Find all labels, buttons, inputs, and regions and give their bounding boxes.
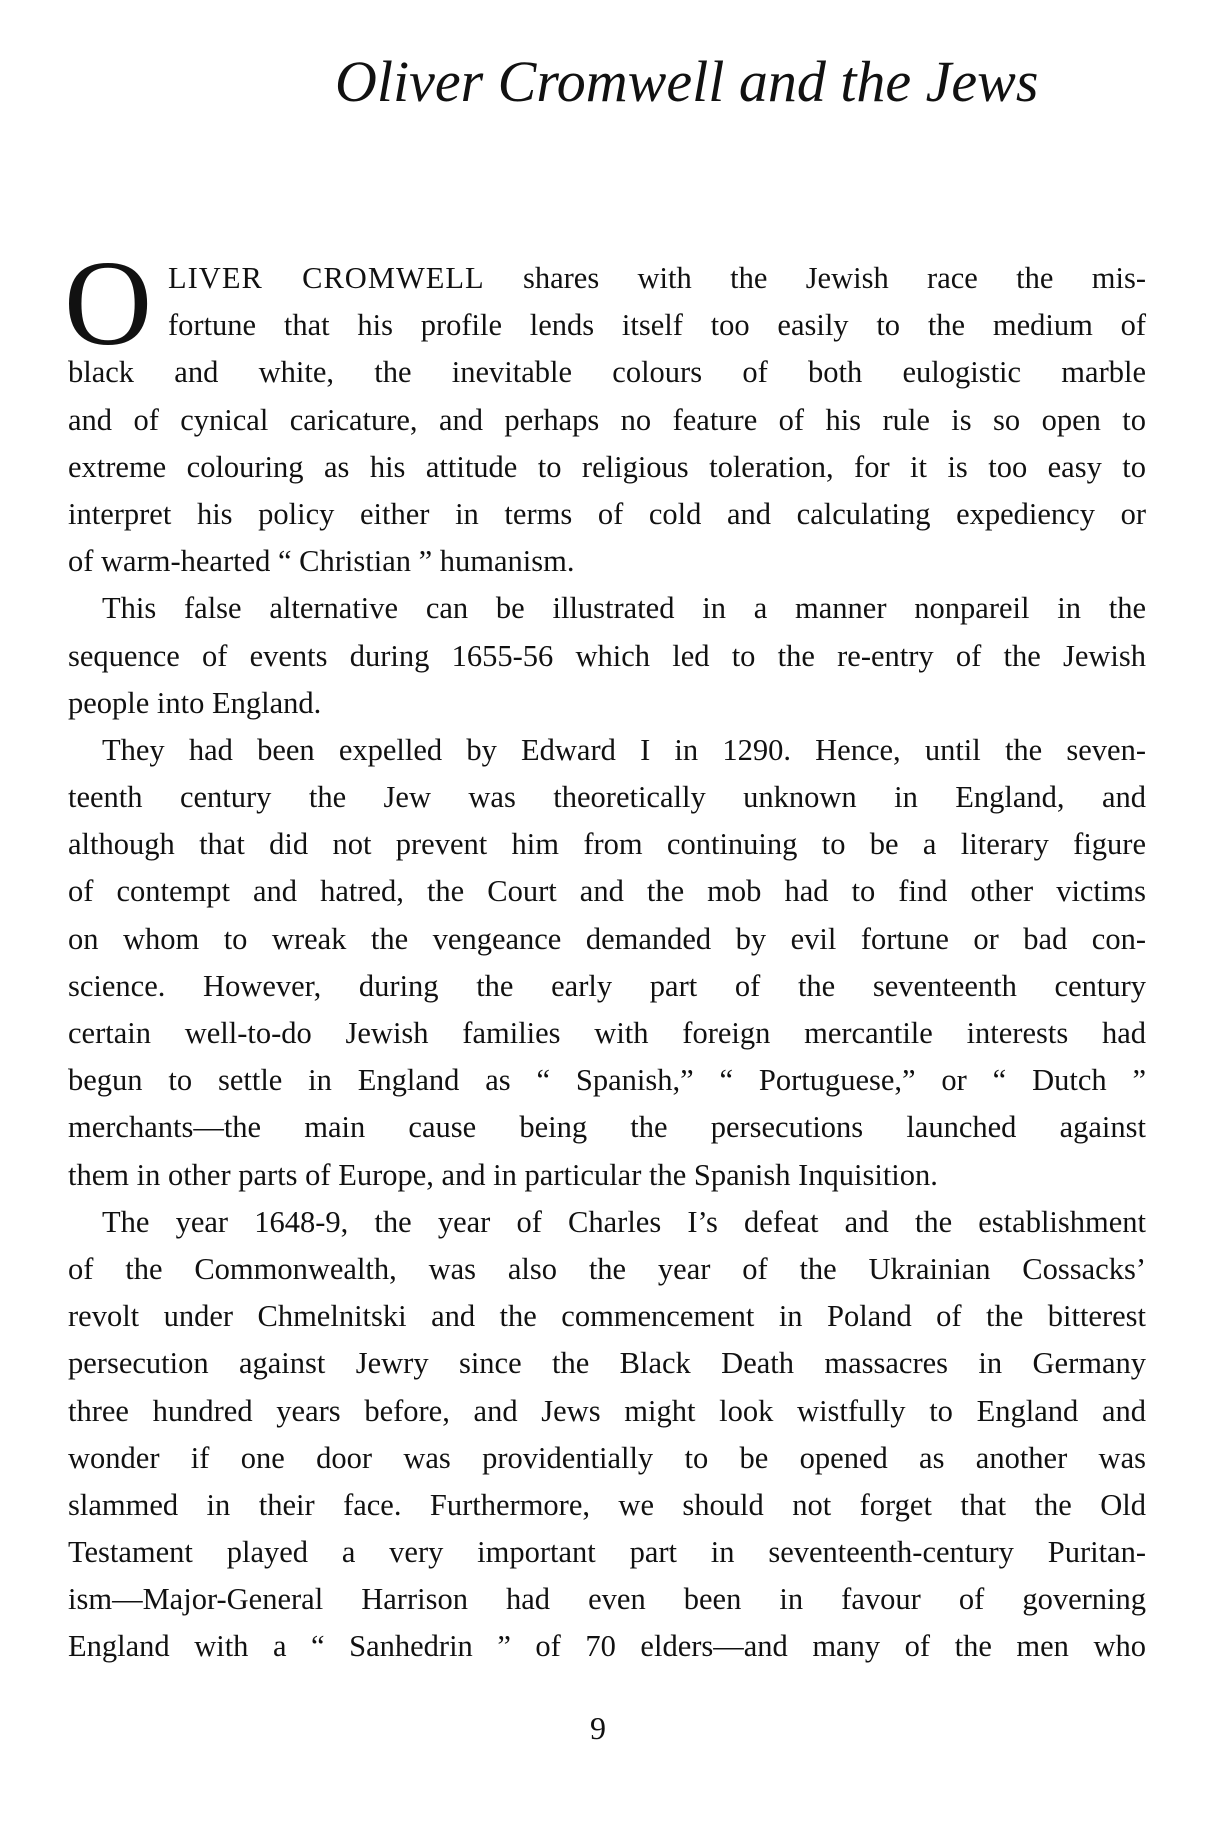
paragraph [68, 727, 1146, 1199]
text-line: of contempt and hatred, the Court and the mob had to find other victims [68, 874, 1146, 909]
text-line: persecution against Jewry since the Black Death massacres in Germany [68, 1346, 1146, 1381]
text-line: science. However, during the early part of the seventeenth century [68, 968, 1146, 1003]
text-line: black and white, the inevitable colours of both eulogistic marble [68, 355, 1146, 390]
paragraph [68, 585, 1146, 727]
text-line: extreme colouring as his attitude to religious toleration, for it is too easy to [68, 449, 1146, 484]
text-line: on whom to wreak the vengeance demanded by evil fortune or bad con- [68, 921, 1146, 956]
text-line: wonder if one door was providentially to be opened as another was [68, 1440, 1146, 1475]
page-number: 9 [590, 1710, 606, 1746]
text-line: fortune that his profile lends itself too easily to the medium of [168, 308, 1146, 343]
text-line: of warm-hearted “ Christian ” humanism. [68, 544, 575, 579]
line-text: shares with the Jewish race the mis- [484, 261, 1146, 295]
text-line: slammed in their face. Furthermore, we should not forget that the Old [68, 1487, 1146, 1522]
text-line: interpret his policy either in terms of cold and calculating expediency or [68, 496, 1146, 531]
text-line: of the Commonwealth, was also the year of the Ukrainian Cossacks’ [68, 1251, 1146, 1286]
text-line: England with a “ Sanhedrin ” of 70 elders—and many of the men who [68, 1629, 1146, 1664]
text-line: although that did not prevent him from continuing to be a literary figure [68, 827, 1146, 862]
text-line: revolt under Chmelnitski and the commencement in Poland of the bitterest [68, 1299, 1146, 1334]
text-line: and of cynical caricature, and perhaps no feature of his rule is so open to [68, 402, 1146, 437]
text-line: sequence of events during 1655-56 which led to the re-entry of the Jewish [68, 638, 1146, 673]
text-line: certain well-to-do Jewish families with foreign mercantile interests had [68, 1016, 1146, 1050]
text-line: begun to settle in England as “ Spanish,” “ Portuguese,” or “ Dutch ” [68, 1063, 1146, 1098]
text-line: ism—Major-General Harrison had even been in favour of governing [68, 1582, 1146, 1617]
drop-cap: O [64, 236, 153, 371]
chapter-title: Oliver Cromwell and the Jews [335, 49, 1039, 114]
body-text [64, 236, 1146, 1671]
text-line: The year 1648-9, the year of Charles I’s defeat and the establishment [102, 1204, 1146, 1239]
text-line: Testament played a very important part in seventeenth-century Puritan- [68, 1535, 1146, 1570]
text-line: They had been expelled by Edward I in 1290. Hence, until the seven- [102, 732, 1146, 767]
text-line: merchants—the main cause being the persecutions launched against [68, 1110, 1146, 1145]
paragraph [68, 1199, 1146, 1671]
text-line: This false alternative can be illustrated in a manner nonpareil in the [102, 591, 1146, 626]
text-line: teenth century the Jew was theoretically unknown in England, and [68, 780, 1146, 815]
text-line: people into England. [68, 685, 322, 720]
paragraph [64, 236, 1146, 585]
text-line: them in other parts of Europe, and in particular the Spanish Inquisition. [68, 1157, 938, 1192]
text-line: three hundred years before, and Jews might look wistfully to England and [68, 1393, 1146, 1428]
lead-caps: LIVER CROMWELL [168, 261, 485, 295]
